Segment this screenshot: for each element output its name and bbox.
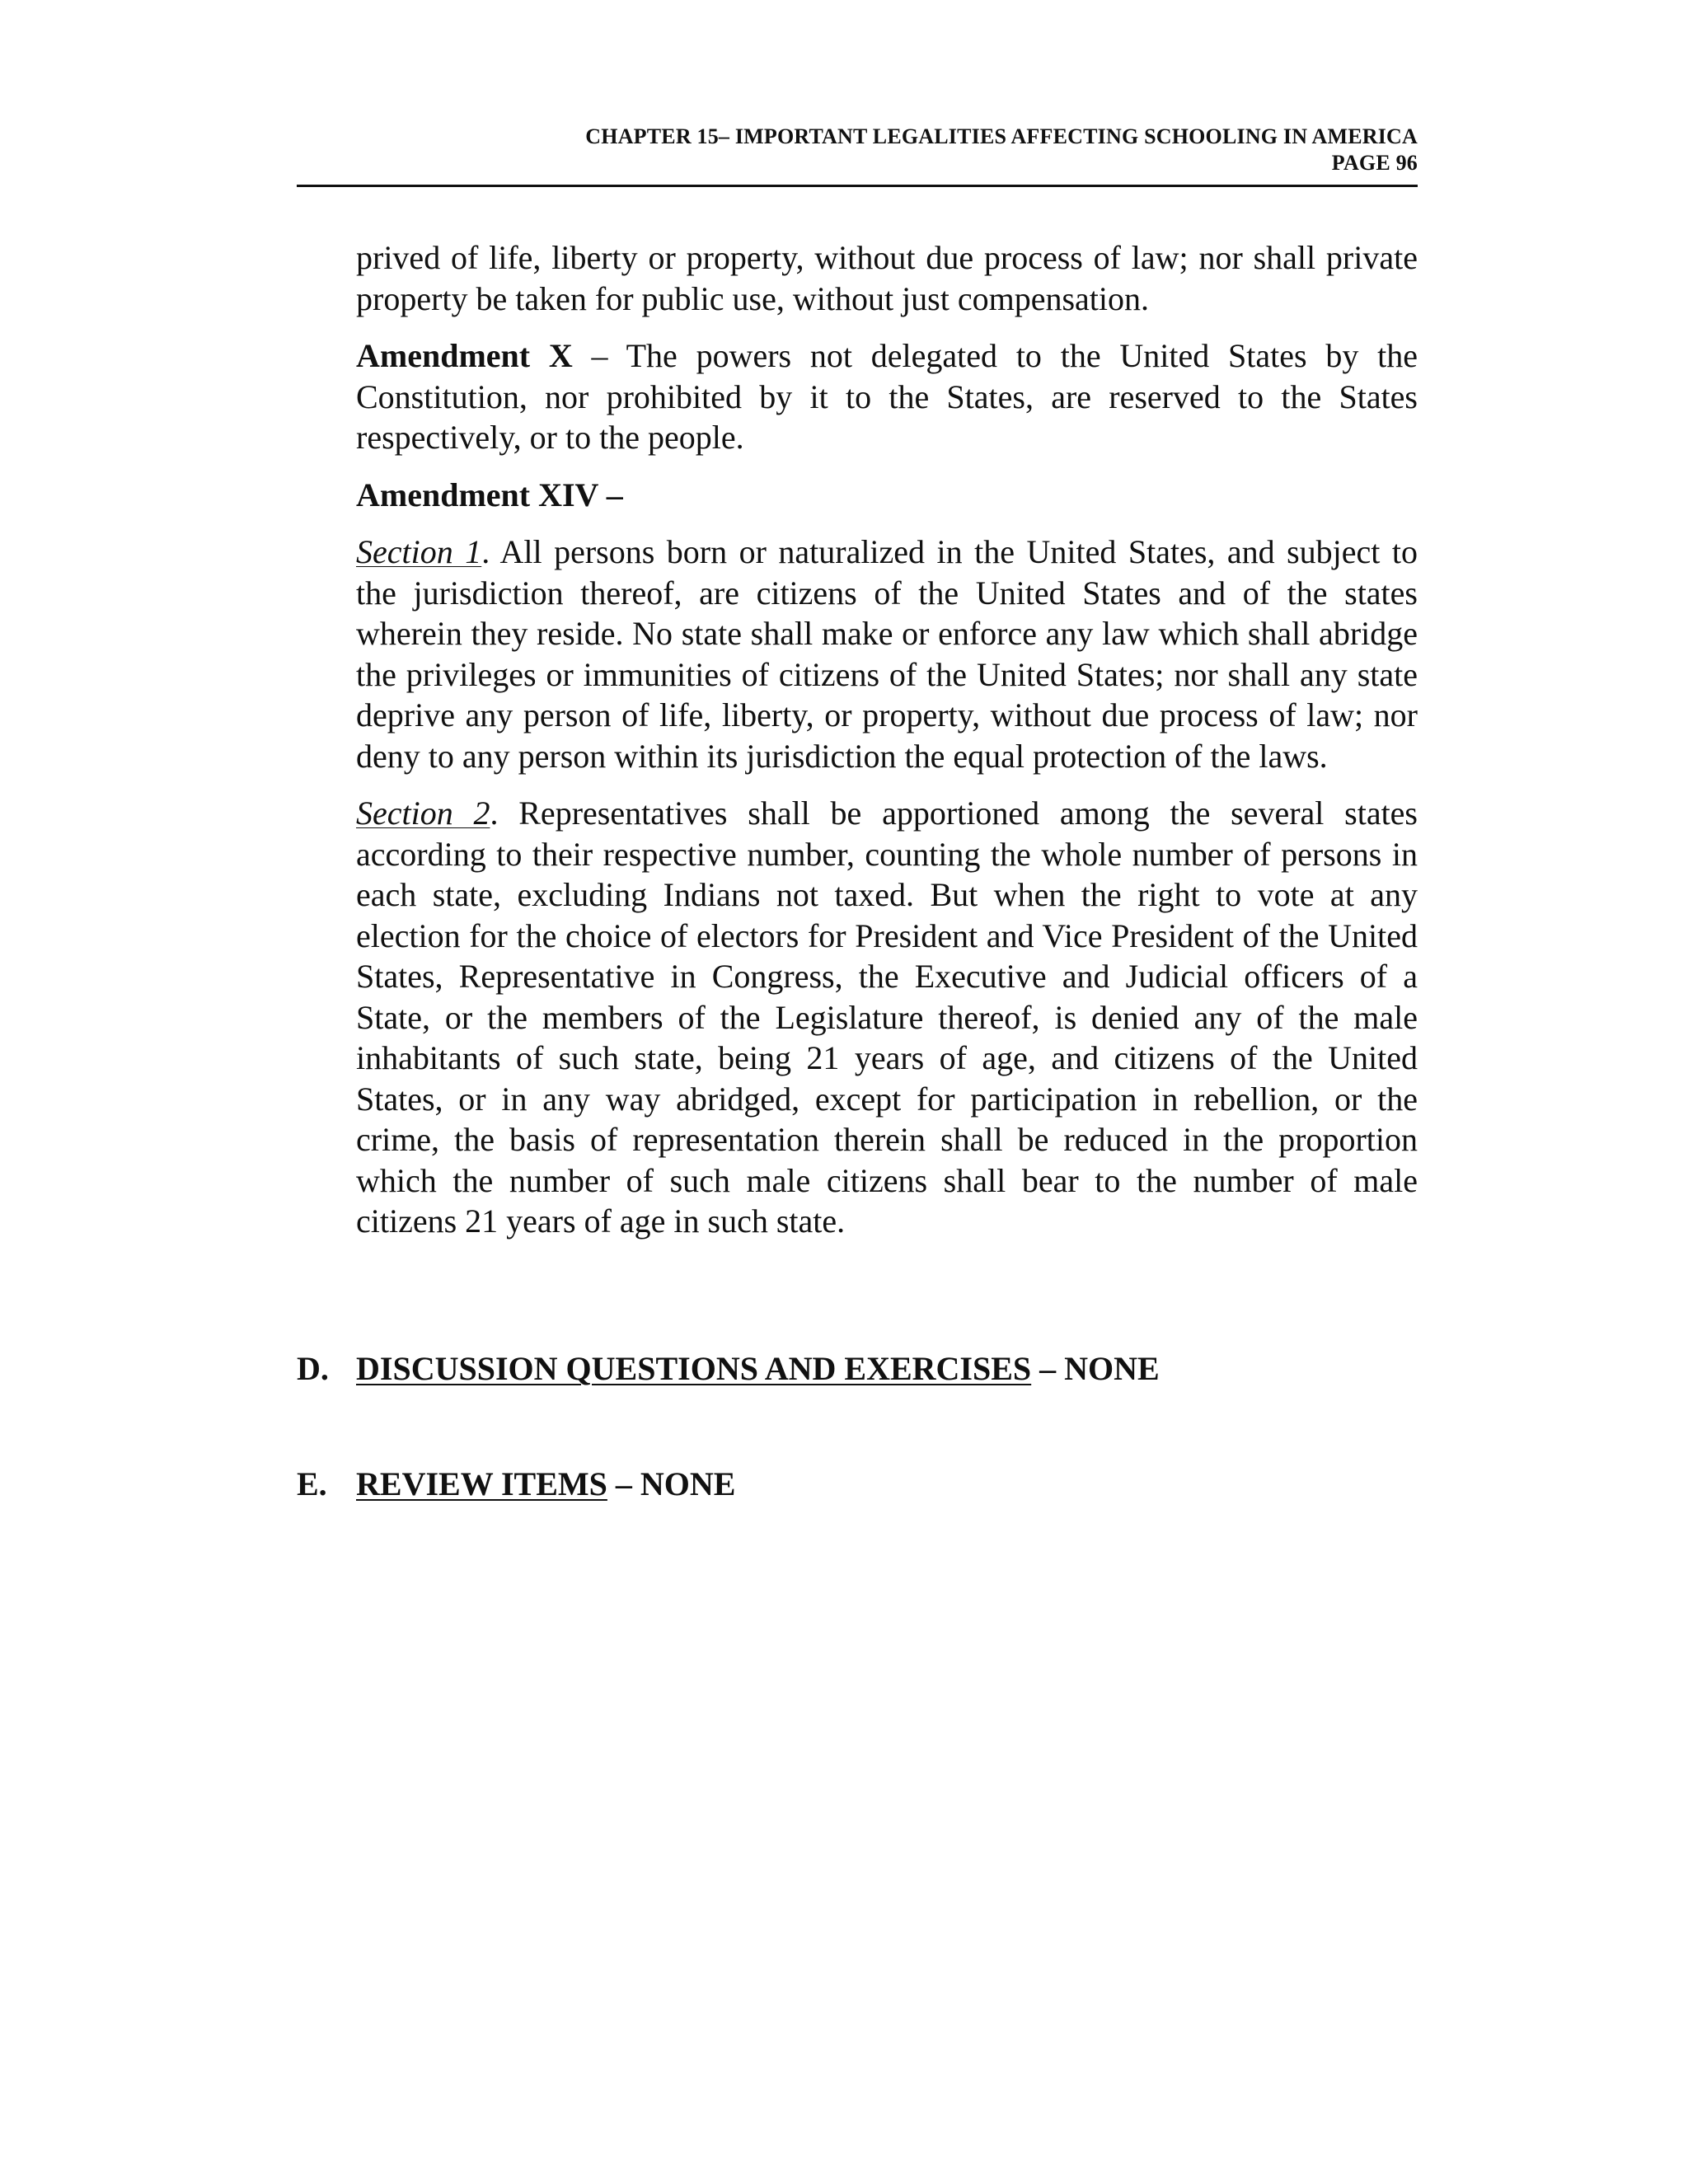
header-chapter-title: CHAPTER 15– IMPORTANT LEGALITIES AFFECTING SCHOOLING IN AMERICA [585,124,1418,148]
amendment-x-label: Amendment X [356,337,573,374]
amendment-x-paragraph [356,335,1418,458]
section-2-paragraph [356,793,1418,1242]
section-e-letter: E. [297,1465,327,1502]
section-d-letter: D. [297,1350,329,1387]
body-text [356,237,1418,1258]
amendment-x-text: – The powers not delegated to the United States by the Constitution, nor prohibited by it to the States, are reserved to the States respectively, or to the people. [356,337,1418,456]
header-rule [297,185,1418,187]
section-d-suffix: – NONE [1031,1350,1160,1387]
section-e-suffix: – NONE [607,1465,736,1502]
section-e-title: REVIEW ITEMS [356,1465,607,1502]
running-header [297,124,1418,176]
section-2-label: Section 2 [356,794,490,832]
section-heading-e [297,1465,1418,1504]
section-1-label: Section 1 [356,533,482,570]
amendment-xiv-label: Amendment XIV – [356,476,623,513]
continuation-paragraph: prived of life, liberty or property, without due process of law; nor shall private property be taken for public use, without just compensation. [356,239,1418,317]
section-1-paragraph [356,532,1418,776]
section-d-title: DISCUSSION QUESTIONS AND EXERCISES [356,1350,1032,1387]
section-1-text: . All persons born or naturalized in the United States, and subject to the jurisdiction thereof, are citizens of the United States and of the states wherein they reside. No state shall make or enforce any law which shall abridge the privileges or immunities of citizens of the United States; nor shall any state deprive any person of life, liberty, or property, without due process of law; nor deny to any person within its jurisdiction the equal protection of the laws. [356,533,1418,775]
header-page-number: PAGE 96 [1331,151,1418,175]
section-2-text: . Representatives shall be apportioned among the several states according to their respective number, counting the whole number of persons in each state, excluding Indians not taxed. But when the right to vote at any election for the choice of electors for President and Vice President of the United States, Representative in Congress, the Executive and Judicial officers of a State, or the members of the Legislature thereof, is denied any of the male inhabitants of such state, being 21 years of age, and citizens of the United States, or in any way abridged, except for participation in rebellion, or the crime, the basis of representation therein shall be reduced in the proportion which the number of such male citizens shall bear to the number of male citizens 21 years of age in such state. [356,794,1418,1240]
section-heading-d [297,1349,1418,1389]
